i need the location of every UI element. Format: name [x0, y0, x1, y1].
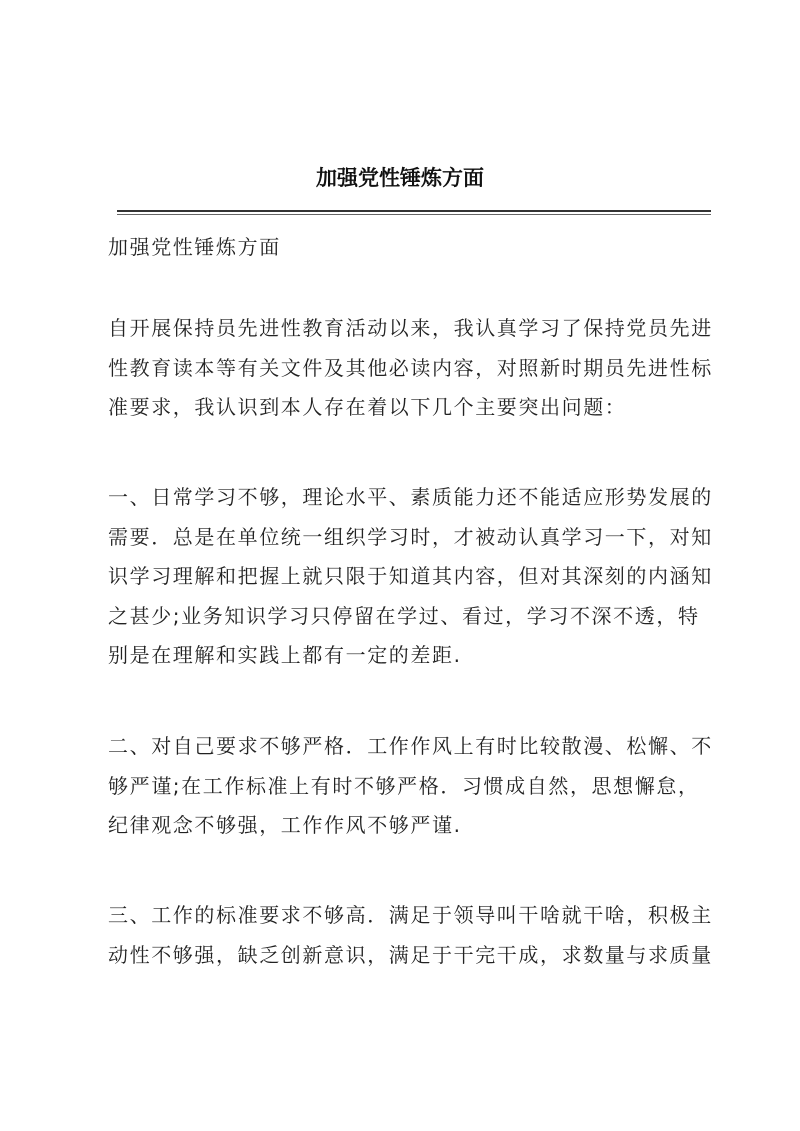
paragraph-issue-2: 二、对自己要求不够严格．工作作风上有时比较散漫、松懈、不够严谨;在工作标准上有时不够严格．习惯成自然，思想懈怠，纪律观念不够强，工作作风不够严谨. — [108, 734, 713, 837]
paragraph-intro: 自开展保持员先进性教育活动以来，我认真学习了保持党员先进性教育读本等有关文件及其他必读内容，对照新时期员先进性标准要求，我认识到本人存在着以下几个主要突出问题： — [108, 316, 713, 419]
document-title: 加强党性锤炼方面 — [316, 165, 484, 190]
paragraph-issue-3: 三、工作的标准要求不够高．满足于领导叫干啥就干啥，积极主动性不够强，缺乏创新意识，满足于干完干成，求数量与求质量 — [108, 903, 713, 967]
title-divider-thin — [117, 214, 711, 215]
document-subtitle: 加强党性锤炼方面 — [108, 235, 281, 259]
paragraph-issue-1: 一、日常学习不够，理论水平、素质能力还不能适应形势发展的需要．总是在单位统一组织学习时，才被动认真学习一下，对知识学习理解和把握上就只限于知道其内容，但对其深刻的内涵知之甚少;业务知识学习只停留在学过、看过，学习不深不透，特别是在理解和实践上都有一定的差距. — [108, 485, 713, 667]
title-divider-thick — [117, 210, 711, 212]
